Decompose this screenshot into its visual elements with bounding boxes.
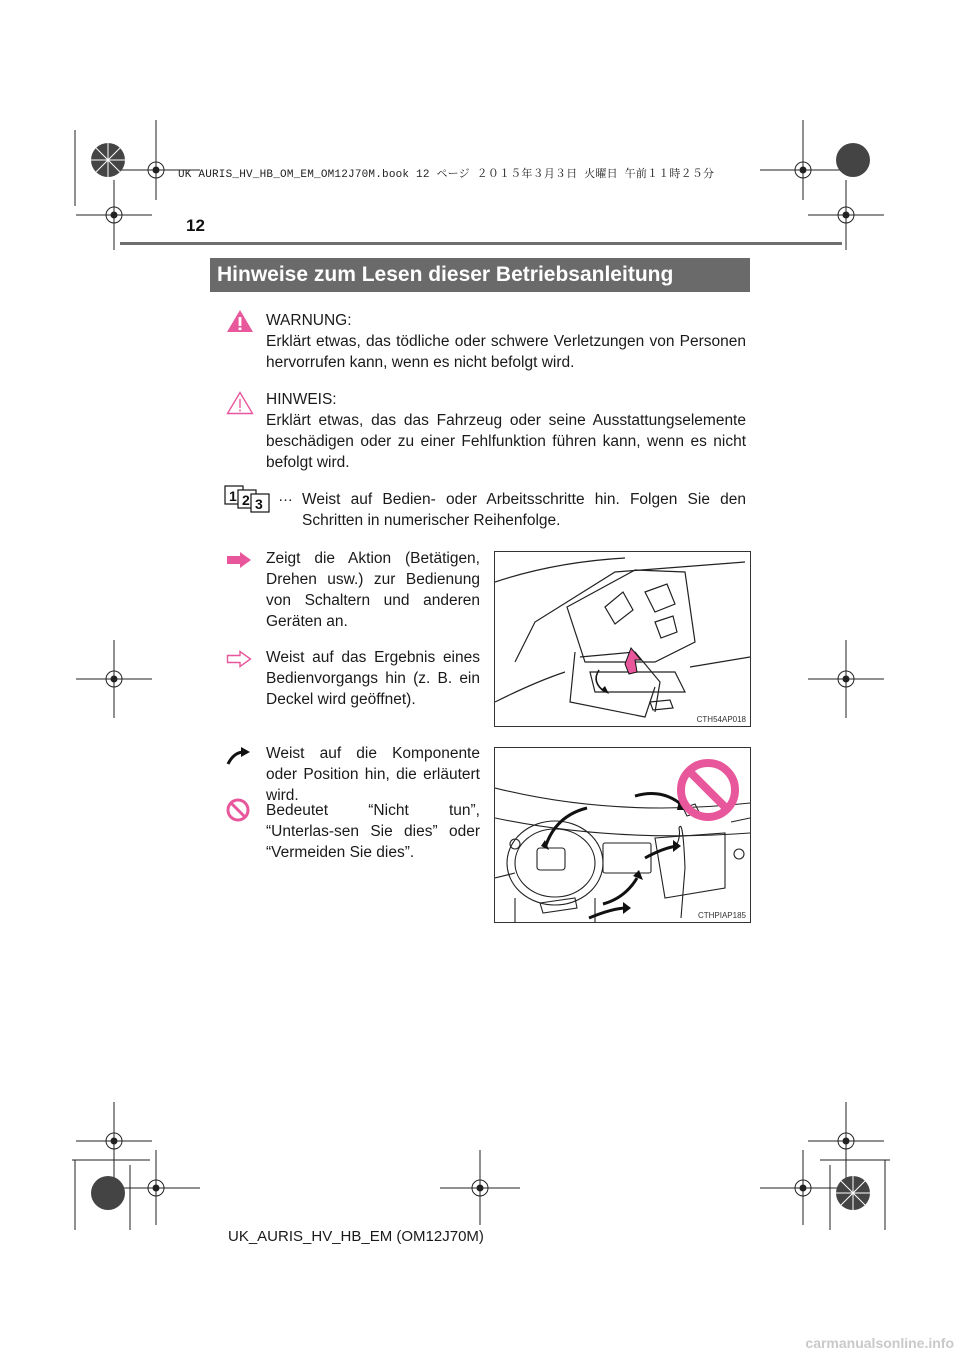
outline-arrow-icon bbox=[226, 650, 252, 668]
section-title-bar bbox=[210, 258, 750, 292]
notice-triangle-icon bbox=[226, 391, 254, 415]
warning-heading: WARNUNG: bbox=[266, 312, 352, 329]
action-text: Zeigt die Aktion (Betätigen, Drehen usw.) zur Bedienung von Schaltern und anderen Geräten an. bbox=[266, 550, 480, 630]
page-number: 12 bbox=[186, 216, 205, 235]
footer-code: UK_AURIS_HV_HB_EM (OM12J70M) bbox=[228, 1228, 484, 1245]
curved-arrow-icon bbox=[226, 746, 252, 766]
step-numbers-icon bbox=[224, 485, 280, 513]
notice-heading: HINWEIS: bbox=[266, 391, 337, 408]
warning-triangle-icon bbox=[226, 309, 254, 333]
steps-text: Weist auf Bedien- oder Arbeitsschritte hin. Folgen Sie den Schritten in numerischer Reihenfolge. bbox=[302, 491, 746, 529]
step-digit-3: 3 bbox=[255, 496, 263, 512]
overhead-console-illustration bbox=[495, 552, 750, 726]
figure-dashboard-code: CTHPIAP185 bbox=[697, 911, 746, 920]
figure-dashboard bbox=[494, 747, 751, 923]
print-header: UK AURIS_HV_HB_OM_EM_OM12J70M.book 12 ページ ２０１５年３月３日 火曜日 午前１１時２５分 bbox=[178, 169, 715, 181]
figure-overhead-console bbox=[494, 551, 751, 727]
notice-text: Erklärt etwas, das das Fahrzeug oder seine Ausstattungselemente beschädigen oder zu einer Fehlfunktion führen kann, wenn es nicht befolgt wird. bbox=[266, 412, 746, 471]
section-title: Hinweise zum Lesen dieser Betriebsanleitung bbox=[217, 263, 674, 286]
figure-overhead-code: CTH54AP018 bbox=[696, 715, 746, 724]
filled-arrow-icon bbox=[226, 551, 252, 569]
component-text: Weist auf die Komponente oder Position hin, die erläutert wird. bbox=[266, 745, 480, 804]
result-text: Weist auf das Ergebnis eines Bedienvorgangs hin (z. B. ein Deckel wird geöffnet). bbox=[266, 649, 480, 708]
dashboard-illustration bbox=[495, 748, 750, 922]
header-rule bbox=[120, 242, 842, 245]
warning-text: Erklärt etwas, das tödliche oder schwere Verletzungen von Personen hervorrufen kann, wenn es nicht befolgt wird. bbox=[266, 333, 746, 371]
step-digit-2: 2 bbox=[242, 492, 250, 508]
prohibited-text: Bedeutet “Nicht tun”, “Unterlas-sen Sie dies” oder “Vermeiden Sie dies”. bbox=[266, 802, 480, 861]
prohibited-icon bbox=[226, 798, 250, 822]
watermark: carmanualsonline.info bbox=[716, 1330, 960, 1358]
step-digit-1: 1 bbox=[229, 488, 237, 504]
steps-ellipsis: … bbox=[278, 488, 293, 505]
